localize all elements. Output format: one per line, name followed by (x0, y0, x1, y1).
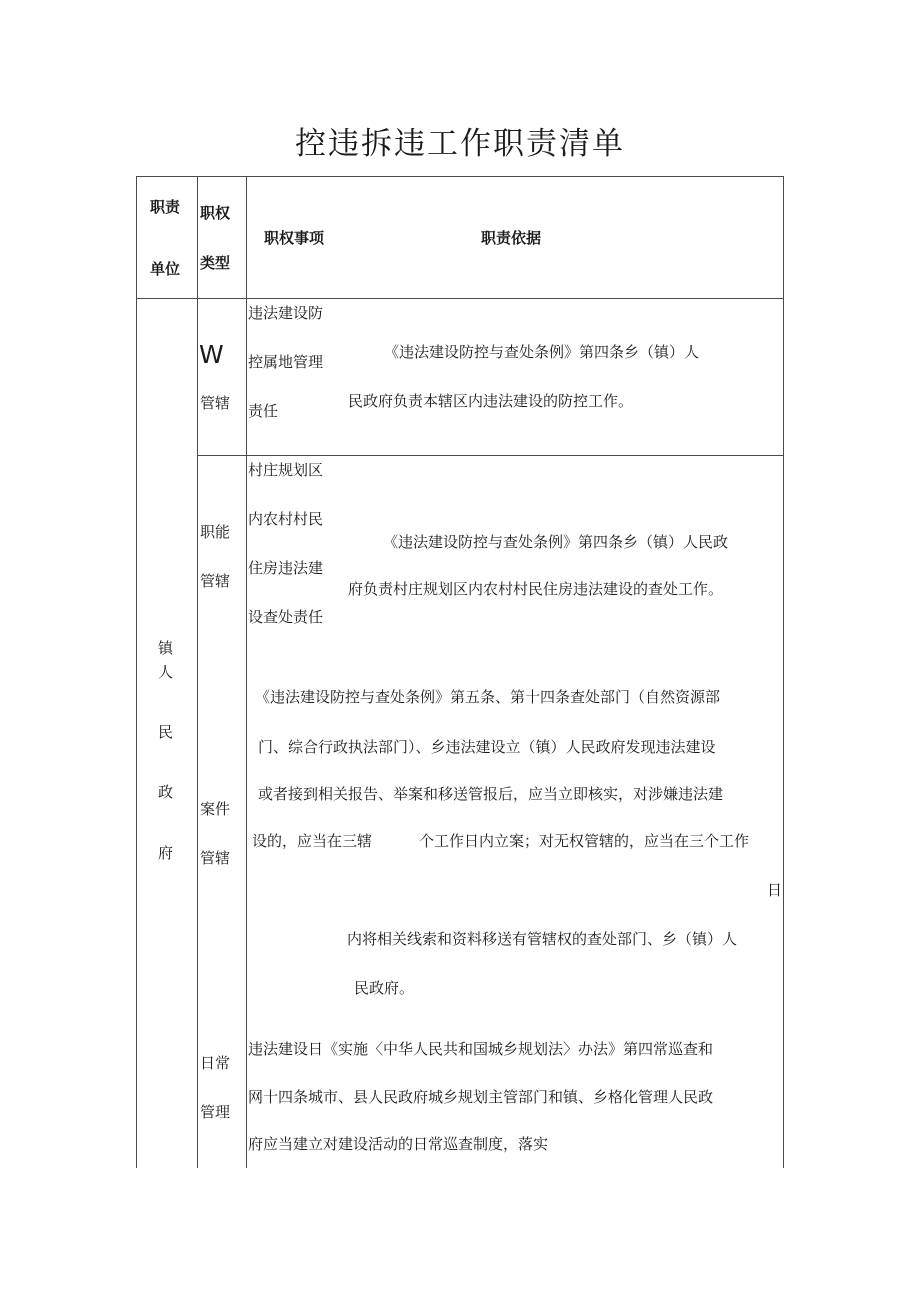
row3-basis-line: 个工作日内立案；对无权管辖的，应当在三个工作 (419, 832, 750, 850)
header-basis: 职责依据 (481, 229, 542, 247)
row2-item-line: 设查处责任 (248, 608, 324, 626)
row3-basis-line: 日 (767, 881, 783, 899)
row1-basis-line: 民政府负责本辖区内违法建设的防控工作。 (348, 392, 634, 410)
page-title: 控违拆违工作职责清单 (295, 126, 625, 162)
row3-basis-line: 民政府。 (354, 979, 415, 997)
row1-basis-line: 《违法建设防控与查处条例》第四条乡（镇）人 (384, 343, 700, 361)
row4-type: 日常 (200, 1054, 231, 1072)
row3-basis-line: 或者接到相关报告、举案和移送管报后，应当立即核实，对涉嫌违法建 (258, 785, 724, 803)
row2-item-line: 内农村村民 (248, 510, 324, 528)
header-unit-line1: 职责 (150, 198, 181, 216)
row1-item-line: 责任 (248, 402, 279, 420)
row4-basis-line: 府应当建立对建设活动的日常巡查制度，落实 (248, 1135, 549, 1153)
row2-item-line: 村庄规划区 (248, 461, 324, 479)
row4-basis-line: 网十四条城市、县人民政府城乡规划主管部门和镇、乡格化管理人民政 (248, 1088, 714, 1106)
row4-basis-line: 违法建设日《实施〈中华人民共和国城乡规划法〉办法》第四常巡查和 (248, 1040, 714, 1058)
row3-basis-line: 《违法建设防控与查处条例》第五条、第十四条查处部门（自然资源部 (255, 688, 721, 706)
column-divider (197, 176, 198, 1168)
row2-basis-line: 《违法建设防控与查处条例》第四条乡（镇）人民政 (383, 533, 729, 551)
unit-char: 人 (158, 663, 174, 681)
row3-type: 案件 (200, 800, 231, 818)
row3-basis-line: 设的，应当在三辖 (252, 832, 373, 850)
row1-item-line: 控属地管理 (248, 353, 324, 371)
row2-type: 管辖 (200, 572, 231, 590)
table-border-left (136, 176, 137, 1168)
unit-char: 民 (158, 723, 174, 741)
table-border-right (783, 176, 784, 1168)
row1-type-mark: W (199, 340, 224, 369)
row2-type: 职能 (200, 523, 231, 541)
row2-basis-line: 府负责村庄规划区内农村村民住房违法建设的查处工作。 (348, 580, 724, 598)
row1-item-line: 违法建设防 (248, 304, 324, 322)
header-unit-line2: 单位 (150, 260, 181, 278)
row3-basis-line: 内将相关线索和资料移送有管辖权的查处部门、乡（镇）人 (347, 930, 738, 948)
column-divider (246, 176, 247, 1168)
header-divider (136, 298, 784, 299)
unit-char: 政 (158, 783, 174, 801)
row3-basis-line: 门、综合行政执法部门）、乡违法建设立（镇）人民政府发现违法建设 (258, 738, 716, 756)
unit-char: 府 (158, 844, 174, 862)
row3-type: 管辖 (200, 849, 231, 867)
row-divider (197, 455, 784, 456)
row1-type: 管辖 (200, 394, 231, 412)
header-type-line2: 类型 (200, 254, 231, 272)
row4-type: 管理 (200, 1103, 231, 1121)
table-border-top (136, 176, 784, 177)
header-type-line1: 职权 (200, 204, 231, 222)
row2-item-line: 住房违法建 (248, 559, 324, 577)
header-item: 职权事项 (264, 229, 325, 247)
unit-char: 镇 (158, 639, 174, 657)
